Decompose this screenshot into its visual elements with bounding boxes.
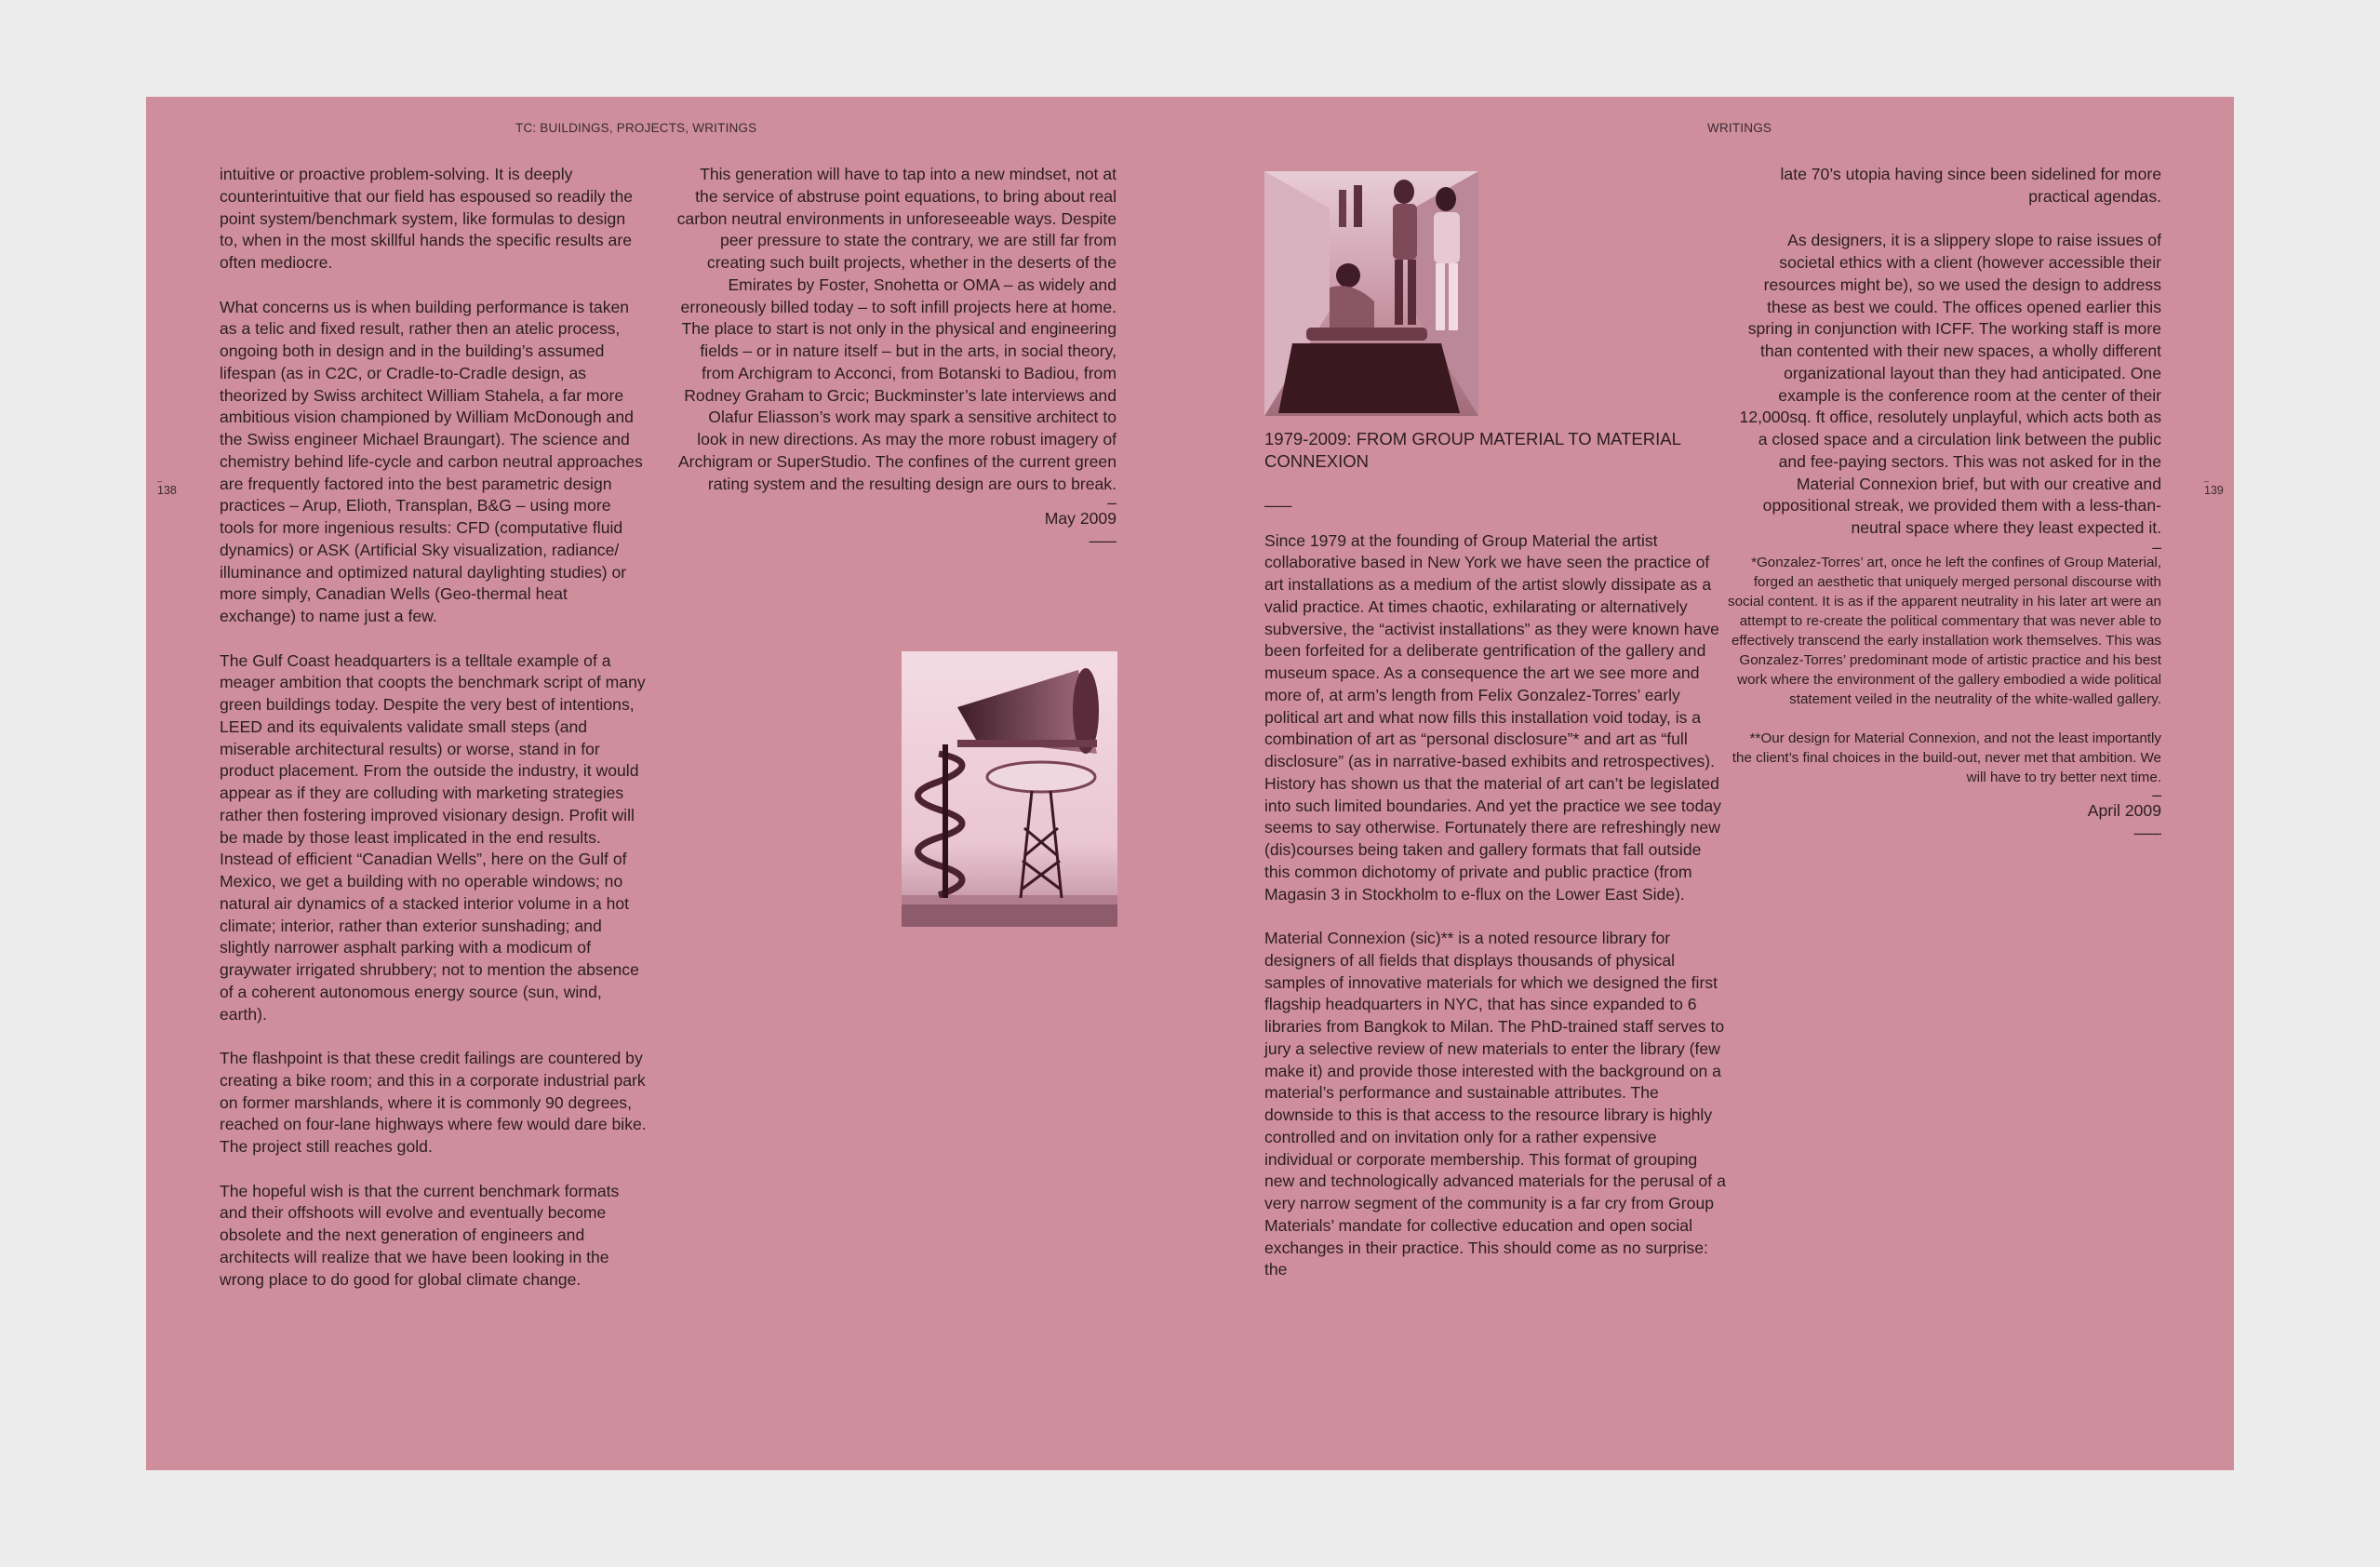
paragraph: This generation will have to tap into a new mindset, not at the service of abstruse point equations, to bring about real carbon neutral environments in unforeseeable ways. Despite peer pressure to state the contrary, we are still far from creating such built projects, whether in the deserts of the Emirates by Foster, Snohetta or OMA – as widely and erroneously billed today – to soft infill projects here at home. The place to start is not only in the physical and engineering fields – or in nature itself – but in the arts, in social theory, from Archigram to Acconci, from Botanski to Badiou, from Rodney Graham to Grcic; Buckminster’s late interviews and Olafur Eliasson’s work may spark a sensitive architect to look in new directions. As may the more robust imagery of Archigram or SuperStudio. The confines of the current green rating system and the resulting design are ours to break. — [676, 165, 1116, 493]
paragraph: late 70’s utopia having since been sidelined for more practical agendas. — [1780, 165, 2161, 206]
paragraph: As designers, it is a slippery slope to raise issues of societal ethics with a client (however accessible their resources might be), so we used the design to address these as best we could. The offices opened earlier this spring in conjunction with ICFF. The working staff is more than contented with their new spaces, a wholly different organizational layout than they had anticipated. One example is the conference room at the center of their 12,000sq. ft office, resolutely unplayful, which acts both as a closed space and a circulation link between the public and fee-paying sectors. This was not asked for in the Material Connexion brief, but with our creative and oppositional streak, we provided them with a less-than-neutral space where they least expected it. — [1739, 231, 2161, 537]
paragraph: The flashpoint is that these credit failings are countered by creating a bike room; and this in a corporate industrial park on former marshlands, where it is commonly 90 degrees, reached on four-lane highways where few would dare bike. The project still reaches gold. — [220, 1049, 647, 1156]
end-mark: ––– — [2133, 823, 2161, 842]
paragraph: Since 1979 at the founding of Group Material the artist collaborative based in New York we have seen the practice of art installations as a medium of the artist slowly dissipate as a valid practice. At times chaotic, exhilarating or alternatively subversive, the “activist installations” as they were known have been forfeited for a deliberate gentrification of the gallery and museum space. As a consequence the art we see more and more of, at arm’s length from Felix Gonzalez-Torres’ early political art and what now fills this installation void today, is a combination of art as “personal disclosure”* and art as “full disclosure” (as in narrative-based exhibits and retrospectives). History has shown us that the material of art can’t be legislated into such limited boundaries. And yet the practice we see today seems to say otherwise. Fortunately there are refreshingly new (dis)courses being taken and gallery formats that fall outside this common dichotomy of private and public practice (from Magasin 3 in Stockholm to e-flux on the Lower East Side). — [1264, 530, 1721, 904]
paragraph: What concerns us is when building performance is taken as a telic and fixed result, rather then an atelic process, ongoing both in design and in the building’s assumed lifespan (as in C2C, or Cradle-to-Cradle design, as theorized by Swiss architect William Stahela, a far more ambitious vision championed by William McDonough and the Swiss engineer Michael Braungart). The science and chemistry behind life-cycle and carbon neutral approaches are frequently factored into the best parametric design practices – Arup, Elioth, Transplan, B&G – using more tools for more ingenious results: CFD (computative fluid dynamics) or ASK (Artificial Sky visualization, radiance/ illuminance and optimized natural daylighting studies) or more simply, Canadian Wells (Geo-thermal heat exchange) to name just a few. — [220, 297, 643, 625]
section-heading: 1979-2009: FROM GROUP MATERIAL TO MATERIAL CONNEXION — [1264, 429, 1681, 471]
book-spread — [146, 97, 2234, 1470]
heading-rule: ––– — [1264, 495, 1292, 515]
paragraph: The hopeful wish is that the current benchmark formats and their offshoots will evolve and eventually become obsolete and the next generation of engineers and architects will realize that we have been looking in the wrong place to do good for global climate change. — [220, 1181, 620, 1289]
column-3 — [1264, 428, 1726, 1281]
footnotes — [1728, 553, 2161, 787]
paragraph: intuitive or proactive problem-solving. It is deeply counterintuitive that our field has espoused so readily the point system/benchmark system, like formulas to design to, when in the most skillful hands the specific results are often mediocre. — [220, 165, 634, 272]
left-page-number: – 138 — [157, 478, 177, 497]
dash: – — [2152, 784, 2161, 804]
signature-date: April 2009 — [2087, 800, 2161, 820]
paragraph: Material Connexion (sic)** is a noted resource library for designers of all fields that displays thousands of physical samples of innovative materials for which we designed the first flagship headquarters in NYC, that has since expanded to 6 libraries from Bangkok to Milan. The PhD-trained staff serves to jury a selective review of new materials to enter the library (few make it) and provide those interested with the background on a material’s performance and sustainable attributes. The downside to this is that access to the resource library is highly controlled and on invitation only for a rather expensive individual or corporate membership. This format of grouping new and technologically advanced materials for the perusal of a very narrow segment of the community is a far cry from Group Materials’ mandate for collective education and open social exchanges in their practice. This should come as no surprise: the — [1264, 929, 1726, 1279]
signature-date: May 2009 — [1044, 509, 1116, 529]
right-page-number: – 139 — [2204, 478, 2224, 497]
footnote: **Our design for Material Connexion, and not the least importantly the client’s final choices in the build-out, never met that ambition. We will have to try better next time. — [1732, 730, 2161, 785]
notes-dash: – — [2152, 537, 2161, 556]
end-mark: ––– — [1089, 531, 1116, 550]
right-running-head: WRITINGS — [1707, 121, 1772, 135]
dash: – — [1107, 493, 1116, 513]
paragraph: The Gulf Coast headquarters is a telltale example of a meager ambition that coopts the benchmark script of many green buildings today. Despite the very best of intentions, LEED and its equivalents validate small steps (and miserable architectural results) or worse, stand in for product placement. From the outside the industry, it would appear as if they are colluding with marketing strategies rather then fostering improved visionary design. Profit will be made by those least implicated in the end results. Instead of efficient “Canadian Wells”, here on the Gulf of Mexico, we get a building with no operable windows; no natural air dynamics of a stacked interior volume in a hot climate; interior, rather than exterior sunshading; and slightly narrower asphalt parking with a modicum of graywater irrigated shrubbery; not to mention the absence of a coherent autonomous energy source (sun, wind, earth). — [220, 650, 646, 1024]
left-running-head: TC: BUILDINGS, PROJECTS, WRITINGS — [515, 121, 757, 135]
architectural-model-photo — [902, 651, 1117, 927]
column-2 — [676, 164, 1116, 553]
column-1 — [220, 164, 648, 1291]
footnote: *Gonzalez-Torres’ art, once he left the confines of Group Material, forged an aesthetic that uniquely merged personal discourse with social content. It is as if the apparent neutrality in his later art were an attempt to re-create the political commentary that was never able to effectively transcend the early installation work themselves. This was Gonzalez-Torres’ predominant mode of artistic practice and his best work where the environment of the gallery embodied a wide political statement veiled in the neutrality of the white-walled gallery. — [1728, 554, 2161, 707]
column-4 — [1728, 164, 2161, 844]
gallery-installation-photo — [1264, 171, 1478, 416]
